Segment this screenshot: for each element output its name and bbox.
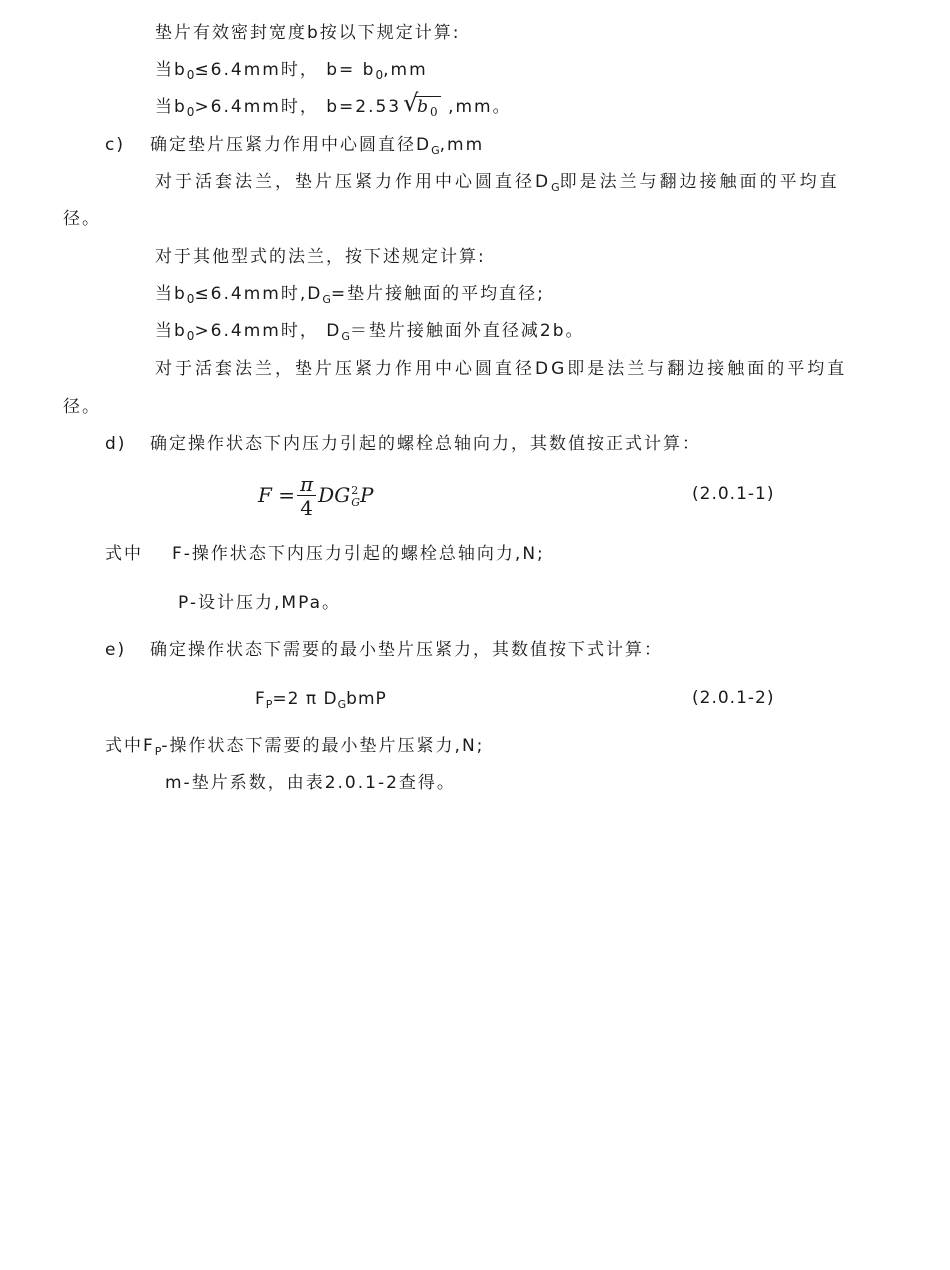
section-c-p2: 对于其他型式的法兰，按下述规定计算: bbox=[155, 247, 486, 267]
gasket-width-case2 bbox=[155, 89, 512, 119]
eq-fraction bbox=[297, 473, 316, 520]
text: 即是法兰与翻边接触面的平均直 bbox=[559, 172, 840, 192]
section-e-where-m: m-垫片系数，由表2.0.1-2查得。 bbox=[165, 773, 456, 793]
text: F bbox=[255, 689, 266, 709]
section-c-p1-line1 bbox=[155, 171, 840, 195]
eq-superscript: 2 bbox=[351, 483, 359, 497]
eq-subscript: G bbox=[351, 495, 360, 509]
eq-scripts bbox=[351, 485, 360, 509]
text: ,mm bbox=[383, 60, 428, 80]
subscript: G bbox=[322, 293, 331, 306]
subscript: G bbox=[337, 698, 347, 711]
text: bmP bbox=[346, 689, 387, 709]
subscript: 0 bbox=[186, 105, 195, 119]
section-d-where-p: P-设计压力,MPa。 bbox=[178, 593, 341, 613]
subscript: G bbox=[551, 181, 560, 194]
sqrt-expression bbox=[403, 89, 441, 119]
subscript: 0 bbox=[186, 68, 195, 82]
text: ＝垫片接触面外直径减2b。 bbox=[349, 321, 585, 341]
section-d-title: 确定操作状态下内压力引起的螺栓总轴向力，其数值按正式计算： bbox=[150, 434, 701, 454]
eq-denominator: 4 bbox=[300, 496, 313, 520]
text: 对于活套法兰，垫片压紧力作用中心圆直径D bbox=[155, 172, 552, 192]
gasket-width-intro: 垫片有效密封宽度b按以下规定计算: bbox=[155, 23, 461, 43]
subscript: P bbox=[154, 745, 162, 758]
gasket-width-case1 bbox=[155, 59, 428, 82]
text: ≤6.4mm时， b= b bbox=[194, 60, 376, 80]
section-e-title: 确定操作状态下需要的最小垫片压紧力，其数值按下式计算： bbox=[150, 640, 663, 660]
subscript: 0 bbox=[375, 68, 384, 82]
section-d-where-label: 式中 bbox=[105, 544, 143, 564]
subscript: G bbox=[341, 330, 350, 343]
eq-equals: = bbox=[278, 483, 296, 507]
section-e-marker: e) bbox=[105, 640, 127, 660]
equation-2-0-1-1 bbox=[258, 470, 373, 520]
subscript: G bbox=[431, 144, 440, 157]
subscript: P bbox=[265, 698, 273, 711]
section-c-title bbox=[150, 134, 484, 158]
text: -操作状态下需要的最小垫片压紧力,N; bbox=[161, 736, 485, 756]
subscript: 0 bbox=[430, 105, 438, 119]
eq-p: P bbox=[359, 483, 374, 507]
text: 确定垫片压紧力作用中心圆直径D bbox=[150, 135, 432, 155]
text: 当b bbox=[155, 321, 187, 341]
text: 当b bbox=[155, 97, 187, 117]
section-d-where-f: F-操作状态下内压力引起的螺栓总轴向力,N; bbox=[172, 544, 545, 564]
sqrt-symbol: √ bbox=[403, 89, 421, 117]
text: 式中F bbox=[105, 736, 155, 756]
subscript: 0 bbox=[186, 292, 195, 306]
equation-2-0-1-2 bbox=[255, 688, 387, 712]
equation-number-1: (2.0.1-1) bbox=[692, 484, 775, 504]
section-d-marker: d) bbox=[105, 434, 127, 454]
text: ≤6.4mm时,D bbox=[194, 284, 323, 304]
section-c-rule1 bbox=[155, 283, 545, 307]
text: >6.4mm时， D bbox=[194, 321, 342, 341]
text: >6.4mm时， b=2.53 bbox=[194, 97, 402, 117]
section-c-marker: c) bbox=[105, 135, 125, 155]
text: =垫片接触面的平均直径; bbox=[330, 284, 545, 304]
eq-numerator: π bbox=[297, 473, 316, 496]
text: ,mm bbox=[439, 135, 485, 155]
eq-lhs: F bbox=[258, 483, 272, 507]
text: 当b bbox=[155, 284, 187, 304]
text: ,mm。 bbox=[440, 97, 512, 117]
text: =2 π D bbox=[272, 689, 338, 709]
eq-dg: DG bbox=[318, 483, 351, 507]
section-c-rule2 bbox=[155, 320, 584, 344]
section-c-p3-line2: 径。 bbox=[63, 397, 101, 417]
section-c-p3-line1: 对于活套法兰，垫片压紧力作用中心圆直径DG即是法兰与翻边接触面的平均直 bbox=[155, 359, 848, 379]
text: b bbox=[417, 97, 431, 117]
equation-number-2: (2.0.1-2) bbox=[692, 688, 775, 708]
section-e-where-fp bbox=[105, 735, 484, 759]
subscript: 0 bbox=[186, 329, 195, 343]
section-c-p1-line2: 径。 bbox=[63, 209, 101, 229]
text: 当b bbox=[155, 60, 187, 80]
